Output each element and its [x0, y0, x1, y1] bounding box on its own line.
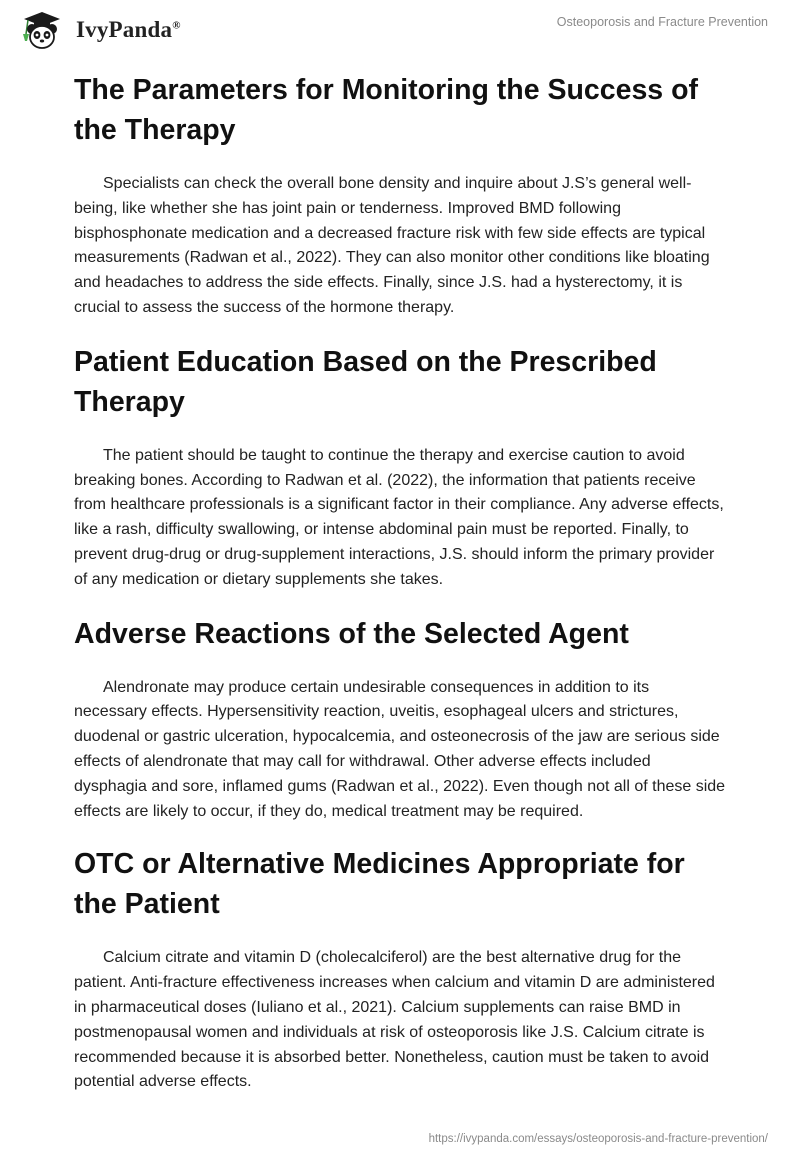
- section-patient-education: [74, 342, 726, 593]
- page-header: [0, 0, 800, 60]
- section-monitoring-parameters: [74, 70, 726, 321]
- section-heading: OTC or Alternative Medicines Appropriate for the Patient: [74, 848, 685, 921]
- panda-graduate-icon: [14, 10, 70, 50]
- logo-wordmark: IvyPanda®: [76, 17, 181, 42]
- section-paragraph: Specialists can check the overall bone density and inquire about J.S’s general well-being, like whether she has joint pain or tenderness. Improved BMD following bisphosphonate medication and a decreased fracture risk with few side effects are typical measurements (Radwan et al., 2022). They can also monitor other conditions like bloating and headaches to address the side effects. Finally, since J.S. had a hysterectomy, it is crucial to assess the success of the hormone therapy.: [74, 175, 710, 316]
- section-paragraph: The patient should be taught to continue the therapy and exercise caution to avoid breaking bones. According to Radwan et al. (2022), the information that patients receive from healthcare professionals is a significant factor in their compliance. Any adverse effects, like a rash, difficulty swallowing, or intense abdominal pain must be reported. Finally, to prevent drug-drug or drug-supplement interactions, J.S. should inform the primary provider of any medication or dietary supplements she takes.: [74, 446, 724, 588]
- site-logo[interactable]: [14, 10, 181, 50]
- section-heading: Patient Education Based on the Prescribed Therapy: [74, 345, 657, 418]
- document-title: Osteoporosis and Fracture Prevention: [556, 15, 768, 29]
- essay-content: [74, 70, 726, 1095]
- section-heading: Adverse Reactions of the Selected Agent: [74, 617, 629, 650]
- section-adverse-reactions: [74, 614, 726, 825]
- source-url-link[interactable]: https://ivypanda.com/essays/osteoporosis-and-fracture-prevention/: [428, 1133, 768, 1145]
- section-paragraph: Calcium citrate and vitamin D (cholecalciferol) are the best alternative drug for the patient. Anti-fracture effectiveness increases when calcium and vitamin D are administered in pharmaceutical doses (Iuliano et al., 2021). Calcium supplements can raise BMD in postmenopausal women and individuals at risk of osteoporosis like J.S. Calcium citrate is recommended because it is absorbed better. Nonetheless, caution must be taken to avoid potential adverse effects.: [74, 949, 715, 1091]
- section-paragraph: Alendronate may produce certain undesirable consequences in addition to its necessary effects. Hypersensitivity reaction, uveitis, esophageal ulcers and strictures, duodenal or gastric ulceration, hypocalcemia, and osteonecrosis of the jaw are serious side effects of alendronate that may call for withdrawal. Other adverse effects included dysphagia and sore, inflamed gums (Radwan et al., 2022). Even though not all of these side effects are likely to occur, if they do, medical treatment may be required.: [74, 678, 726, 820]
- section-otc-alternatives: [74, 844, 726, 1095]
- section-heading: The Parameters for Monitoring the Success of the Therapy: [74, 74, 698, 146]
